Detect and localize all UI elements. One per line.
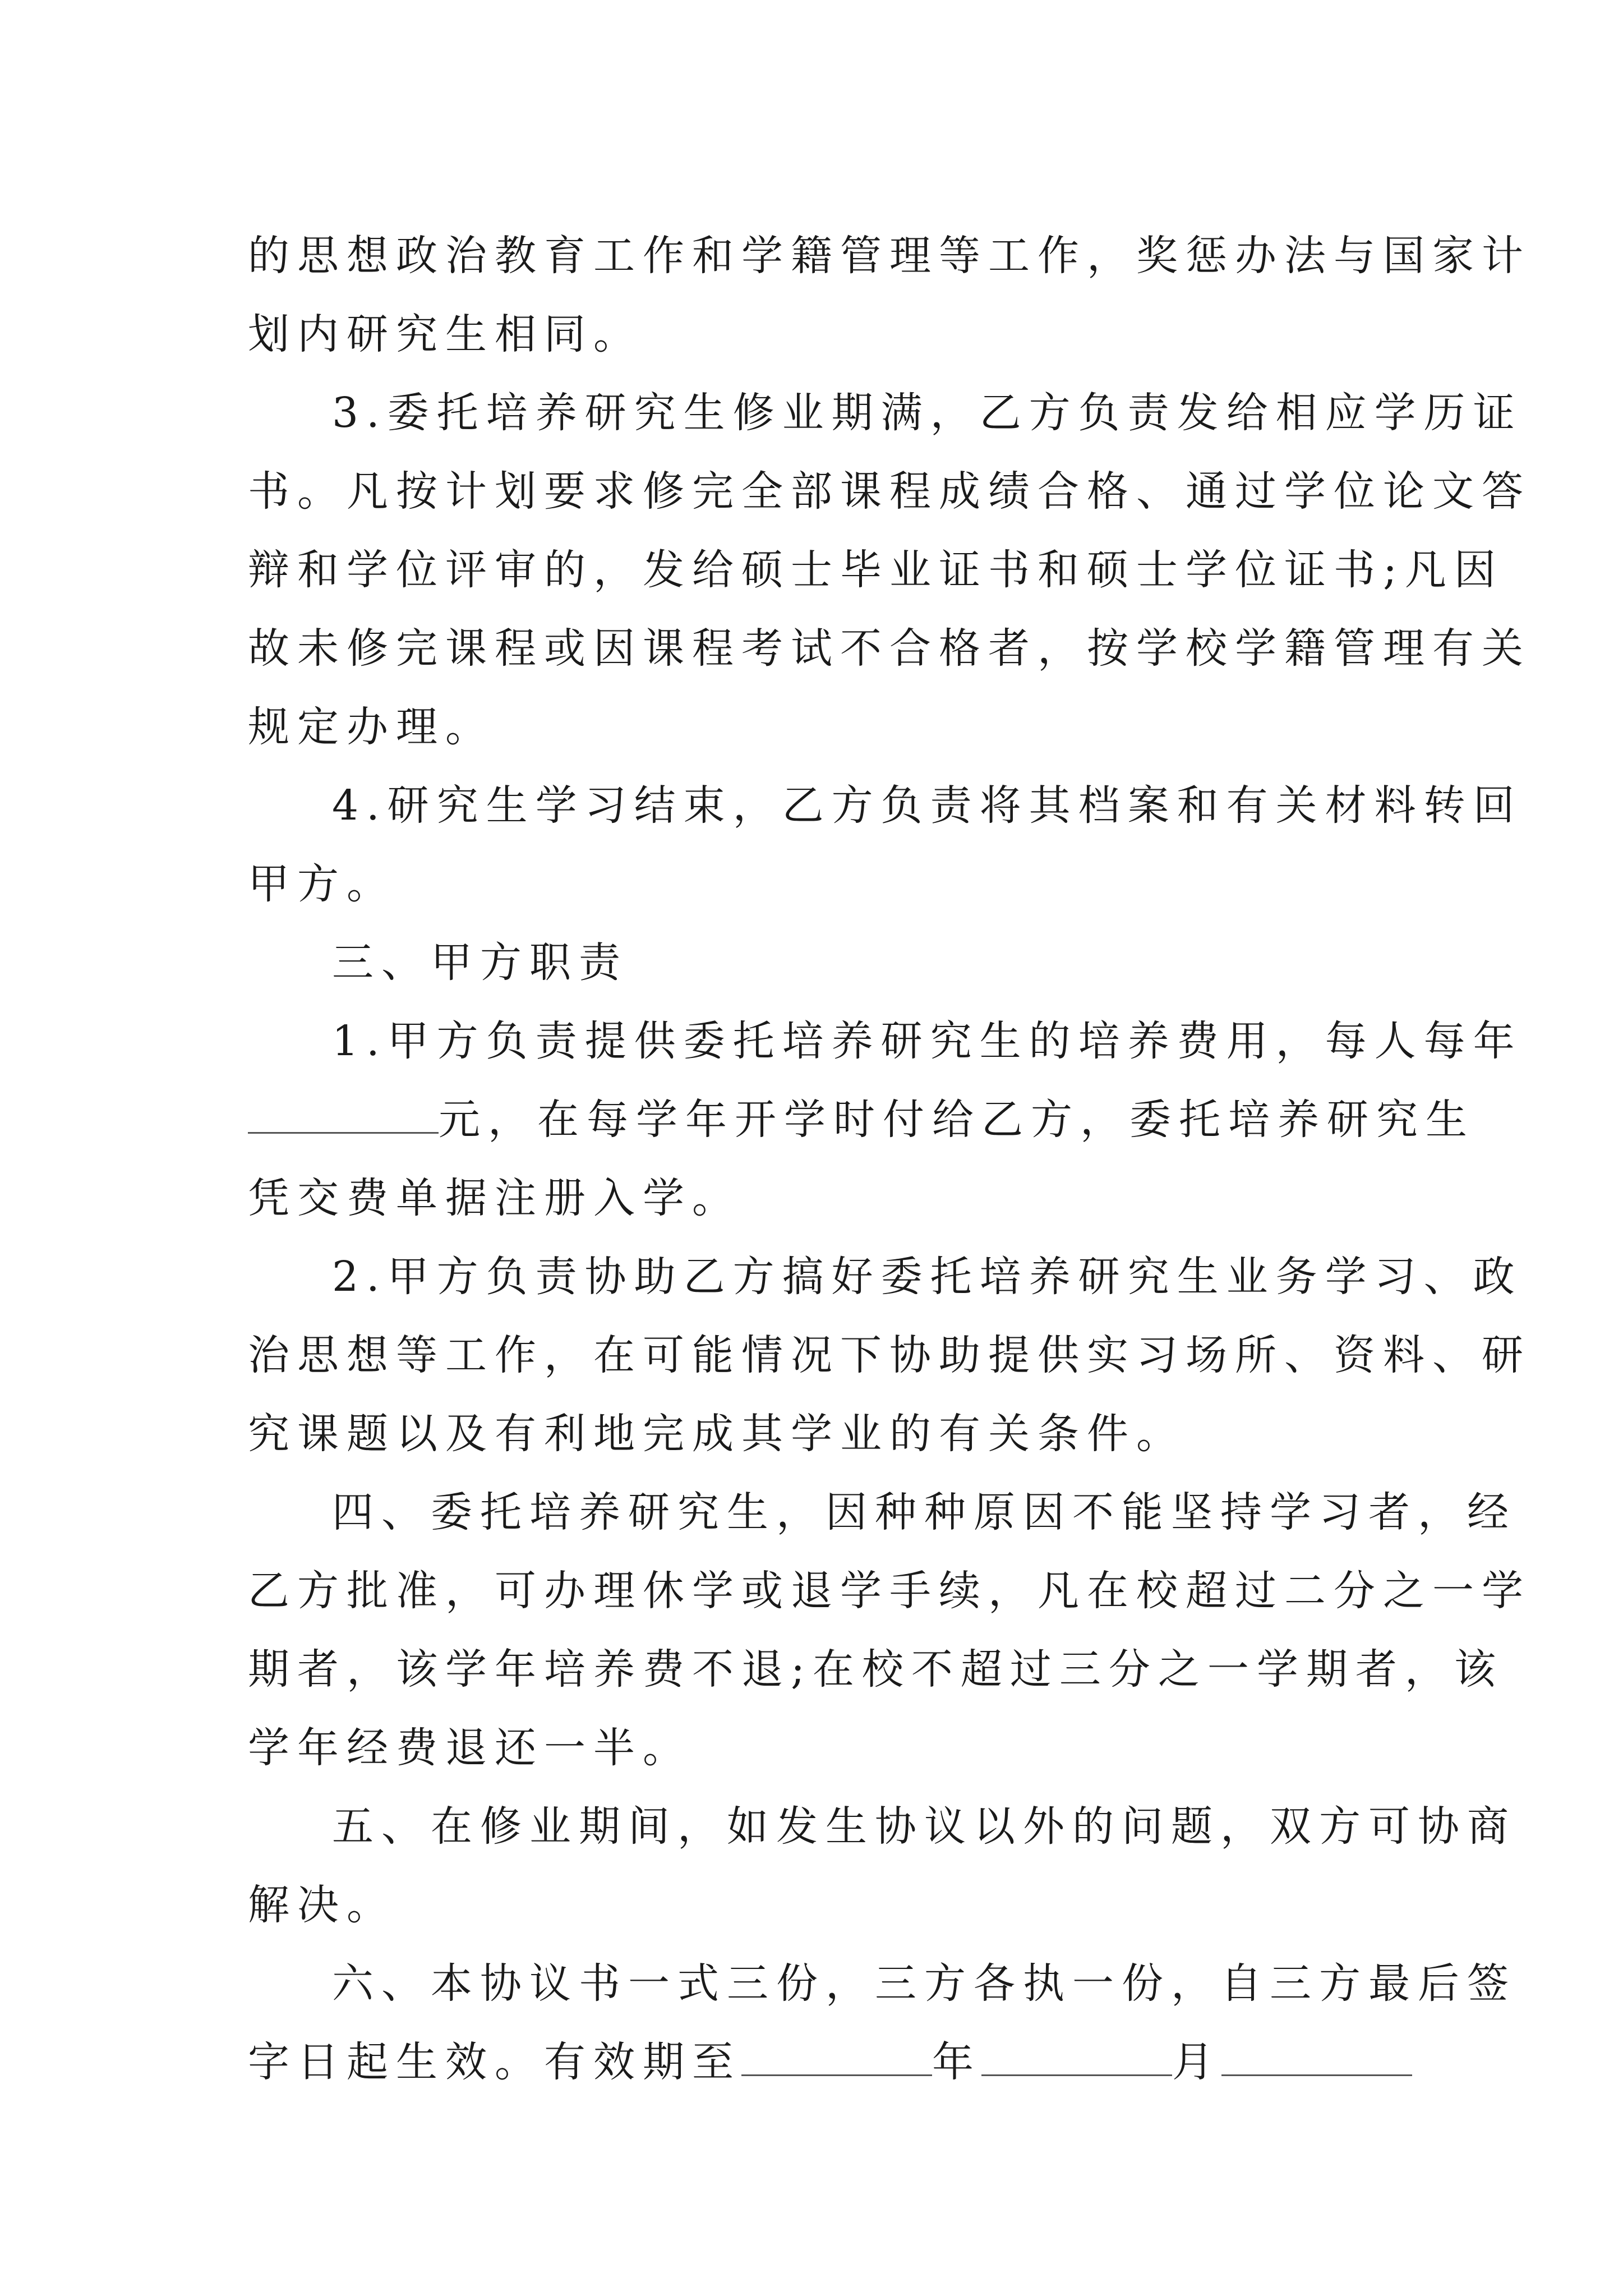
text-fragment: 元，在每学年开学时付给乙方，委托培养研究生 <box>439 1096 1475 1144</box>
text-line: 4.研究生学习结束，乙方负责将其档案和有关材料转回 <box>332 781 1523 830</box>
text-line <box>248 2023 1392 2101</box>
text-line: 乙方批准，可办理休学或退学手续，凡在校超过二分之一学 <box>248 1567 1531 1615</box>
text-line: 故未修完课程或因课程考试不合格者，按学校学籍管理有关 <box>248 624 1531 673</box>
text-line: 的思想政治教育工作和学籍管理等工作，奖惩办法与国家计 <box>248 232 1531 280</box>
text-line: 治思想等工作，在可能情况下协助提供实习场所、资料、研 <box>248 1331 1531 1379</box>
text-line: 六、本协议书一式三份，三方各执一份，自三方最后签 <box>332 1959 1516 2008</box>
fill-in-blank-amount[interactable] <box>248 1092 439 1134</box>
document-body <box>248 217 1531 2101</box>
text-line: 凭交费单据注册入学。 <box>248 1174 741 1222</box>
text-line: 期者，该学年培养费不退;在校不超过三分之一学期者，该 <box>248 1645 1504 1694</box>
text-line <box>248 1080 1475 1159</box>
text-line: 规定办理。 <box>248 703 495 751</box>
fill-in-blank-year[interactable] <box>741 2034 932 2076</box>
text-line: 2.甲方负责协助乙方搞好委托培养研究生业务学习、政 <box>332 1253 1523 1301</box>
text-line: 四、委托培养研究生，因种种原因不能坚持学习者，经 <box>332 1488 1516 1536</box>
section-heading: 三、甲方职责 <box>332 938 628 987</box>
text-line: 究课题以及有利地完成其学业的有关条件。 <box>248 1410 1186 1458</box>
year-label: 年 <box>932 2038 981 2086</box>
text-line: 3.委托培养研究生修业期满，乙方负责发给相应学历证 <box>332 389 1523 437</box>
text-line: 解决。 <box>248 1881 396 1929</box>
fill-in-blank-day[interactable] <box>1221 2034 1412 2076</box>
text-line: 学年经费退还一半。 <box>248 1724 692 1772</box>
text-line: 书。凡按计划要求修完全部课程成绩合格、通过学位论文答 <box>248 467 1531 516</box>
text-fragment: 字日起生效。有效期至 <box>248 2038 741 2086</box>
text-line: 五、在修业期间，如发生协议以外的问题，双方可协商 <box>332 1802 1516 1851</box>
month-label: 月 <box>1172 2038 1221 2086</box>
text-line: 1.甲方负责提供委托培养研究生的培养费用，每人每年 <box>332 1017 1523 1065</box>
fill-in-blank-month[interactable] <box>981 2034 1172 2076</box>
text-line: 划内研究生相同。 <box>248 310 643 358</box>
text-line: 甲方。 <box>248 860 396 908</box>
text-line: 辩和学位评审的，发给硕士毕业证书和硕士学位证书;凡因 <box>248 546 1504 594</box>
